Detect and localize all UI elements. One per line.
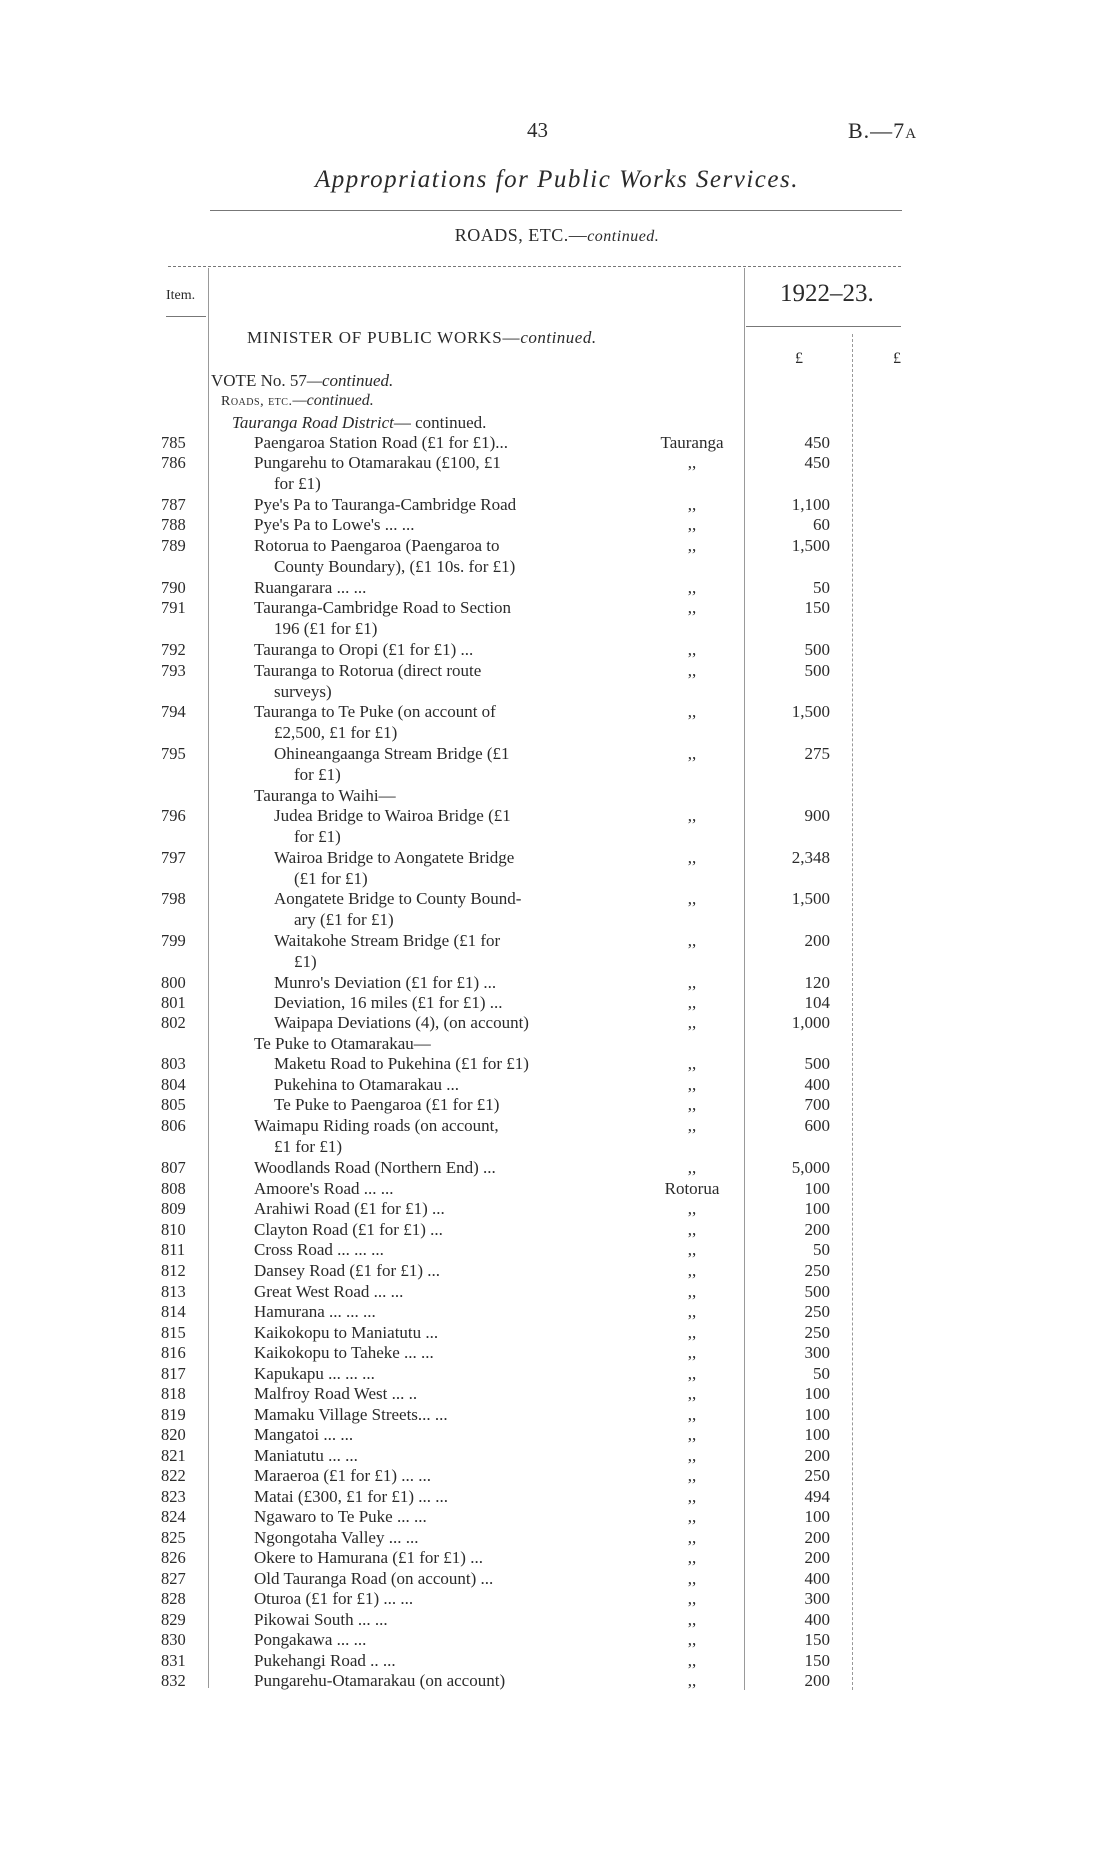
county-district: ,, xyxy=(687,1487,697,1506)
county-district: ,, xyxy=(687,973,697,992)
item-number: 789 xyxy=(161,536,186,555)
county-district: ,, xyxy=(687,1610,697,1629)
item-description: Tauranga to Te Puke (on account of xyxy=(254,702,496,721)
reference-main: B.—7 xyxy=(848,118,906,143)
county-district: ,, xyxy=(687,1507,697,1526)
item-description: Pye's Pa to Tauranga-Cambridge Road xyxy=(254,495,517,514)
item-description: Arahiwi Road (£1 for £1) ... xyxy=(254,1199,445,1218)
county-district: ,, xyxy=(687,1364,697,1383)
county-district: ,, xyxy=(687,1220,697,1239)
amount-1922-23: 100 xyxy=(804,1384,830,1403)
table-row xyxy=(0,1116,1114,1156)
amount-1922-23: 150 xyxy=(804,1651,830,1670)
county-district: ,, xyxy=(687,1261,697,1280)
item-number: 825 xyxy=(161,1528,186,1547)
table-row xyxy=(0,1610,1114,1630)
county-district: ,, xyxy=(687,1528,697,1547)
item-description: Great West Road ... ... xyxy=(254,1282,404,1301)
district-name: Tauranga Road District xyxy=(232,413,394,432)
item-description-continued: surveys) xyxy=(274,681,332,701)
county-district: ,, xyxy=(687,744,697,763)
item-number: 786 xyxy=(161,453,186,472)
item-number: 794 xyxy=(161,702,186,721)
vote-continued: —continued. xyxy=(306,371,394,390)
county-district: ,, xyxy=(687,993,697,1012)
item-description-continued: for £1) xyxy=(294,764,341,784)
table-row xyxy=(0,1405,1114,1425)
table-row xyxy=(0,1054,1114,1074)
item-description: Kapukapu ... ... ... xyxy=(254,1364,375,1383)
item-description: Kaikokopu to Maniatutu ... xyxy=(254,1323,439,1342)
table-row xyxy=(0,1240,1114,1260)
county-district: ,, xyxy=(687,495,697,514)
table-row xyxy=(0,744,1114,784)
item-description: Wairoa Bridge to Aongatete Bridge xyxy=(274,848,515,867)
amount-1922-23: 1,000 xyxy=(791,1013,830,1032)
table-row xyxy=(0,1651,1114,1671)
item-description: Pukehina to Otamarakau ... xyxy=(274,1075,460,1094)
item-number: 811 xyxy=(161,1240,186,1259)
item-number: 795 xyxy=(161,744,186,763)
county-district: ,, xyxy=(687,1282,697,1301)
amount-1922-23: 500 xyxy=(804,1282,830,1301)
amount-1922-23: 200 xyxy=(804,1220,830,1239)
table-row xyxy=(0,1425,1114,1445)
item-number: 827 xyxy=(161,1569,186,1588)
item-description: Ruangarara ... ... xyxy=(254,578,367,597)
table-row xyxy=(0,1487,1114,1507)
item-description: Ngawaro to Te Puke ... ... xyxy=(254,1507,427,1526)
item-description-continued: £1) xyxy=(294,951,317,971)
item-number: 817 xyxy=(161,1364,186,1383)
county-district: ,, xyxy=(687,806,697,825)
table-row xyxy=(0,1013,1114,1033)
amount-1922-23: 250 xyxy=(804,1323,830,1342)
amount-1922-23: 1,500 xyxy=(791,889,830,908)
item-description-continued: County Boundary), (£1 10s. for £1) xyxy=(274,556,516,576)
amount-1922-23: 250 xyxy=(804,1466,830,1485)
table-row xyxy=(0,661,1114,701)
county-district: ,, xyxy=(687,1095,697,1114)
item-number: 820 xyxy=(161,1425,186,1444)
item-description: Waipapa Deviations (4), (on account) xyxy=(274,1013,529,1032)
item-number: 791 xyxy=(161,598,186,617)
item-description-continued: £1 for £1) xyxy=(274,1136,342,1156)
amount-1922-23: 1,100 xyxy=(791,495,830,514)
county-district: ,, xyxy=(687,1302,697,1321)
item-description: Aongatete Bridge to County Bound- xyxy=(274,889,522,908)
amount-1922-23: 120 xyxy=(804,973,830,992)
item-number: 790 xyxy=(161,578,186,597)
item-number: 818 xyxy=(161,1384,186,1403)
amount-1922-23: 500 xyxy=(804,1054,830,1073)
county-district: Rotorua xyxy=(664,1179,720,1198)
item-number: 793 xyxy=(161,661,186,680)
vote-main: VOTE No. 57 xyxy=(211,371,307,390)
table-row xyxy=(0,1630,1114,1650)
table-row xyxy=(0,1158,1114,1178)
county-district: ,, xyxy=(687,1013,697,1032)
amount-1922-23: 50 xyxy=(813,1364,830,1383)
amount-1922-23: 400 xyxy=(804,1610,830,1629)
county-district: ,, xyxy=(687,1569,697,1588)
item-number: 808 xyxy=(161,1179,186,1198)
amount-1922-23: 200 xyxy=(804,1548,830,1567)
item-number: 816 xyxy=(161,1343,186,1362)
item-description: Old Tauranga Road (on account) ... xyxy=(254,1569,494,1588)
amount-1922-23: 100 xyxy=(804,1199,830,1218)
county-district: ,, xyxy=(687,515,697,534)
table-row xyxy=(0,1343,1114,1363)
amount-1922-23: 100 xyxy=(804,1179,830,1198)
county-district: ,, xyxy=(687,1343,697,1362)
county-district: ,, xyxy=(687,1671,697,1690)
item-number: 788 xyxy=(161,515,186,534)
item-number: 815 xyxy=(161,1323,186,1342)
table-row xyxy=(0,598,1114,638)
item-description: Pye's Pa to Lowe's ... ... xyxy=(254,515,415,534)
item-number: 823 xyxy=(161,1487,186,1506)
county-district: ,, xyxy=(687,598,697,617)
table-row xyxy=(0,1075,1114,1095)
item-description: Pukehangi Road .. ... xyxy=(254,1651,396,1670)
subtitle-main: ROADS, ETC.— xyxy=(454,225,588,245)
amount-1922-23: 100 xyxy=(804,1507,830,1526)
table-row xyxy=(0,973,1114,993)
amount-1922-23: 700 xyxy=(804,1095,830,1114)
item-description: Dansey Road (£1 for £1) ... xyxy=(254,1261,441,1280)
item-description: Ohineangaanga Stream Bridge (£1 xyxy=(274,744,510,763)
document-reference xyxy=(848,118,917,144)
amount-1922-23: 5,000 xyxy=(791,1158,830,1177)
page-number: 43 xyxy=(527,118,548,142)
county-district: ,, xyxy=(687,1384,697,1403)
table-row xyxy=(0,1507,1114,1527)
table-row xyxy=(0,993,1114,1013)
amount-1922-23: 1,500 xyxy=(791,536,830,555)
item-description-continued: ary (£1 for £1) xyxy=(294,909,394,929)
reference-suffix: A xyxy=(905,126,918,142)
item-number: 810 xyxy=(161,1220,186,1239)
item-description: Te Puke to Paengaroa (£1 for £1) xyxy=(274,1095,500,1114)
table-row xyxy=(0,1384,1114,1404)
table-row xyxy=(0,1466,1114,1486)
item-description: Paengaroa Station Road (£1 for £1)... xyxy=(254,433,508,452)
item-description-continued: (£1 for £1) xyxy=(294,868,368,888)
amount-1922-23: 600 xyxy=(804,1116,830,1135)
item-description: Tauranga to Oropi (£1 for £1) ... xyxy=(254,640,474,659)
amount-1922-23: 150 xyxy=(804,598,830,617)
item-description-continued: for £1) xyxy=(294,826,341,846)
amount-1922-23: 300 xyxy=(804,1589,830,1608)
table-row xyxy=(0,848,1114,888)
item-description: Pikowai South ... ... xyxy=(254,1610,388,1629)
table-row xyxy=(0,1589,1114,1609)
table-row xyxy=(0,1528,1114,1548)
county-district: ,, xyxy=(687,1323,697,1342)
item-description: Waitakohe Stream Bridge (£1 for xyxy=(274,931,501,950)
minister-main: MINISTER OF PUBLIC WORKS— xyxy=(247,328,521,347)
item-number: 809 xyxy=(161,1199,186,1218)
item-description: Rotorua to Paengaroa (Paengaroa to xyxy=(254,536,500,555)
amount-1922-23: 250 xyxy=(804,1302,830,1321)
table-row xyxy=(0,702,1114,742)
item-description: Kaikokopu to Taheke ... ... xyxy=(254,1343,434,1362)
county-district: ,, xyxy=(687,702,697,721)
county-district: ,, xyxy=(687,1548,697,1567)
amount-1922-23: 150 xyxy=(804,1630,830,1649)
amount-1922-23: 400 xyxy=(804,1569,830,1588)
county-district: ,, xyxy=(687,931,697,950)
table-row xyxy=(0,1261,1114,1281)
item-description: Maketu Road to Pukehina (£1 for £1) xyxy=(274,1054,529,1073)
table-row xyxy=(0,578,1114,598)
amount-1922-23: 400 xyxy=(804,1075,830,1094)
county-district: ,, xyxy=(687,1075,697,1094)
item-description: Woodlands Road (Northern End) ... xyxy=(254,1158,496,1177)
item-number: 806 xyxy=(161,1116,186,1135)
item-description-continued: £2,500, £1 for £1) xyxy=(274,722,398,742)
item-description-continued: 196 (£1 for £1) xyxy=(274,618,378,638)
item-description: Waimapu Riding roads (on account, xyxy=(254,1116,499,1135)
table-row xyxy=(0,1671,1114,1691)
county-district: ,, xyxy=(687,1054,697,1073)
title-rule xyxy=(210,210,902,211)
item-description: Maraeroa (£1 for £1) ... ... xyxy=(254,1466,432,1485)
item-number: 826 xyxy=(161,1548,186,1567)
item-number: 832 xyxy=(161,1671,186,1690)
amount-1922-23: 500 xyxy=(804,640,830,659)
table-row xyxy=(0,1446,1114,1466)
county-district: ,, xyxy=(687,536,697,555)
item-number: 801 xyxy=(161,993,186,1012)
item-number: 814 xyxy=(161,1302,186,1321)
item-number: 830 xyxy=(161,1630,186,1649)
item-description: Matai (£300, £1 for £1) ... ... xyxy=(254,1487,449,1506)
pound-header-1: £ xyxy=(795,350,803,367)
amount-1922-23: 1,500 xyxy=(791,702,830,721)
county-district: ,, xyxy=(687,1199,697,1218)
item-number: 799 xyxy=(161,931,186,950)
county-district: ,, xyxy=(687,1651,697,1670)
table-row xyxy=(0,1569,1114,1589)
item-description: Amoore's Road ... ... xyxy=(254,1179,394,1198)
item-description: Deviation, 16 miles (£1 for £1) ... xyxy=(274,993,503,1012)
amount-1922-23: 2,348 xyxy=(791,848,830,867)
page-title: Appropriations for Public Works Services. xyxy=(315,166,799,193)
item-number: 802 xyxy=(161,1013,186,1032)
county-district: ,, xyxy=(687,848,697,867)
table-row xyxy=(0,889,1114,929)
amount-1922-23: 200 xyxy=(804,1671,830,1690)
county-district: ,, xyxy=(687,1589,697,1608)
table-row xyxy=(0,495,1114,515)
amount-1922-23: 100 xyxy=(804,1405,830,1424)
table-row xyxy=(0,1548,1114,1568)
table-row xyxy=(0,1323,1114,1343)
county-district: ,, xyxy=(687,1446,697,1465)
item-number: 829 xyxy=(161,1610,186,1629)
table-row xyxy=(0,1302,1114,1322)
county-district: ,, xyxy=(687,1240,697,1259)
table-row xyxy=(0,1179,1114,1199)
county-district: ,, xyxy=(687,1466,697,1485)
item-number: 828 xyxy=(161,1589,186,1608)
county-district: ,, xyxy=(687,1158,697,1177)
subhead-te-puke-otamarakau: Te Puke to Otamarakau— xyxy=(254,1034,431,1053)
district-heading xyxy=(232,413,486,433)
item-column-header: Item. xyxy=(166,288,196,303)
item-number: 821 xyxy=(161,1446,186,1465)
amount-1922-23: 300 xyxy=(804,1343,830,1362)
item-description: Pongakawa ... ... xyxy=(254,1630,367,1649)
amount-1922-23: 100 xyxy=(804,1425,830,1444)
table-row xyxy=(0,1364,1114,1384)
county-district: ,, xyxy=(687,889,697,908)
item-number: 800 xyxy=(161,973,186,992)
table-row xyxy=(0,1282,1114,1302)
section-subtitle xyxy=(0,225,1114,246)
item-number: 805 xyxy=(161,1095,186,1114)
item-description: Tauranga-Cambridge Road to Section xyxy=(254,598,512,617)
item-number: 824 xyxy=(161,1507,186,1526)
item-number: 803 xyxy=(161,1054,186,1073)
item-description: Munro's Deviation (£1 for £1) ... xyxy=(274,973,497,992)
item-description: Mamaku Village Streets... ... xyxy=(254,1405,448,1424)
amount-1922-23: 450 xyxy=(804,433,830,452)
subhead-tauranga-waihi: Tauranga to Waihi— xyxy=(254,786,396,805)
item-description: Hamurana ... ... ... xyxy=(254,1302,376,1321)
item-number: 807 xyxy=(161,1158,186,1177)
county-district: ,, xyxy=(687,1405,697,1424)
county-district: Tauranga xyxy=(660,433,724,452)
table-row xyxy=(0,806,1114,846)
item-number: 792 xyxy=(161,640,186,659)
item-number: 804 xyxy=(161,1075,186,1094)
county-district: ,, xyxy=(687,1630,697,1649)
amount-1922-23: 50 xyxy=(813,1240,830,1259)
item-description: Pungarehu-Otamarakau (on account) xyxy=(254,1671,506,1690)
minister-heading xyxy=(247,328,597,348)
county-district: ,, xyxy=(687,578,697,597)
item-description: Okere to Hamurana (£1 for £1) ... xyxy=(254,1548,483,1567)
item-number: 813 xyxy=(161,1282,186,1301)
year-header-rule xyxy=(746,326,901,327)
item-number: 798 xyxy=(161,889,186,908)
table-row xyxy=(0,1095,1114,1115)
item-number: 787 xyxy=(161,495,186,514)
table-row xyxy=(0,640,1114,660)
roads-main: Roads, etc. xyxy=(221,394,293,409)
item-number: 797 xyxy=(161,848,186,867)
item-number: 822 xyxy=(161,1466,186,1485)
table-row xyxy=(0,1220,1114,1240)
item-number: 831 xyxy=(161,1651,186,1670)
subtitle-rule xyxy=(168,266,901,267)
item-number: 812 xyxy=(161,1261,186,1280)
amount-1922-23: 200 xyxy=(804,1446,830,1465)
table-row xyxy=(0,931,1114,971)
item-description: Judea Bridge to Wairoa Bridge (£1 xyxy=(274,806,511,825)
amount-1922-23: 450 xyxy=(804,453,830,472)
item-description: Pungarehu to Otamarakau (£100, £1 xyxy=(254,453,501,472)
item-description: Tauranga to Rotorua (direct route xyxy=(254,661,482,680)
roads-continued: —continued. xyxy=(292,392,374,409)
item-description-continued: for £1) xyxy=(274,473,321,493)
subtitle-continued: continued. xyxy=(587,228,660,245)
item-description: Ngongotaha Valley ... ... xyxy=(254,1528,419,1547)
year-column-header: 1922–23. xyxy=(780,280,874,307)
item-header-rule xyxy=(166,316,206,317)
item-number: 785 xyxy=(161,433,186,452)
item-description: Maniatutu ... ... xyxy=(254,1446,358,1465)
item-description: Malfroy Road West ... .. xyxy=(254,1384,418,1403)
vote-heading xyxy=(211,371,393,391)
item-description: Mangatoi ... ... xyxy=(254,1425,354,1444)
county-district: ,, xyxy=(687,1116,697,1135)
table-row xyxy=(0,536,1114,576)
county-district: ,, xyxy=(687,1425,697,1444)
table-row xyxy=(0,515,1114,535)
table-row xyxy=(0,1199,1114,1219)
roads-heading xyxy=(221,392,374,410)
table-row xyxy=(0,433,1114,453)
amount-1922-23: 200 xyxy=(804,931,830,950)
minister-continued: continued. xyxy=(520,328,597,347)
item-number: 796 xyxy=(161,806,186,825)
amount-1922-23: 104 xyxy=(804,993,830,1012)
item-number: 819 xyxy=(161,1405,186,1424)
district-continued: — continued. xyxy=(393,413,487,432)
amount-1922-23: 900 xyxy=(804,806,830,825)
amount-1922-23: 500 xyxy=(804,661,830,680)
county-district: ,, xyxy=(687,640,697,659)
item-description: Clayton Road (£1 for £1) ... xyxy=(254,1220,443,1239)
item-description: Cross Road ... ... ... xyxy=(254,1240,384,1259)
county-district: ,, xyxy=(687,661,697,680)
county-district: ,, xyxy=(687,453,697,472)
amount-1922-23: 60 xyxy=(813,515,830,534)
amount-1922-23: 250 xyxy=(804,1261,830,1280)
amount-1922-23: 200 xyxy=(804,1528,830,1547)
amount-1922-23: 275 xyxy=(804,744,830,763)
table-row xyxy=(0,453,1114,493)
item-description: Oturoa (£1 for £1) ... ... xyxy=(254,1589,414,1608)
pound-header-2: £ xyxy=(893,350,901,367)
amount-1922-23: 50 xyxy=(813,578,830,597)
amount-1922-23: 494 xyxy=(804,1487,830,1506)
